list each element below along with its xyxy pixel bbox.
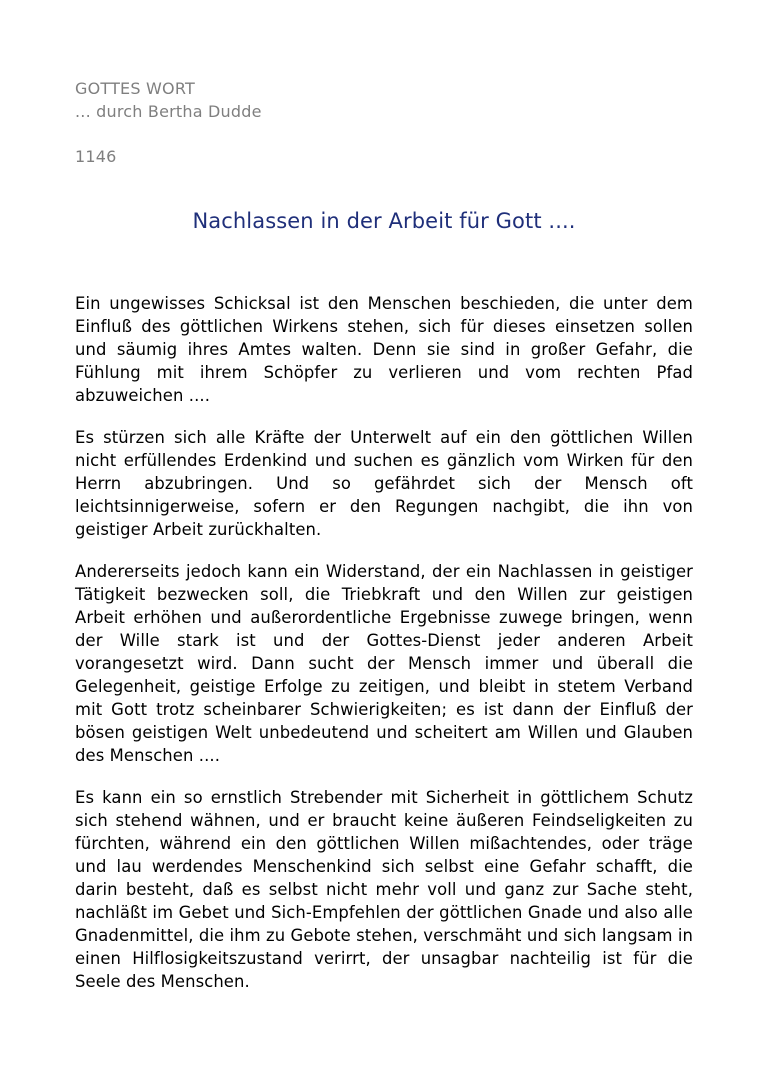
series-title: GOTTES WORT: [75, 79, 195, 98]
body-paragraph: Es kann ein so ernstlich Strebender mit Sicherheit in göttlichem Schutz sich stehend wähnen, und er braucht keine äußeren Feindseligkeiten zu fürchten, während ein den göttlichen Willen mißachtendes, oder träge und lau werdendes Menschenkind sich selbst eine Gefahr schafft, die darin besteht, daß es selbst nicht mehr voll und ganz zur Sache steht, nachläßt im Gebet und Sich-Empfehlen der göttlichen Gnade und also alle Gnadenmittel, die ihm zu Gebote stehen, verschmäht und sich langsam in einen Hilflosigkeitszustand verirrt, der unsagbar nachteilig ist für die Seele des Menschen.: [75, 788, 693, 991]
page-title: Nachlassen in der Arbeit für Gott ....: [192, 209, 576, 233]
body-paragraph: Es stürzen sich alle Kräfte der Unterwelt auf ein den göttlichen Willen nicht erfüllendes Erdenkind und suchen es gänzlich vom Wirken für den Herrn abzubringen. Und so gefährdet sich der Mensch oft leichtsinnigerweise, sofern er den Regungen nachgibt, die ihn von geistiger Arbeit zurückhalten.: [75, 428, 693, 539]
body-paragraph: Andererseits jedoch kann ein Widerstand, der ein Nachlassen in geistiger Tätigkeit bezwecken soll, die Triebkraft und den Willen zur geistigen Arbeit erhöhen und außerordentliche Ergebnisse zuwege bringen, wenn der Wille stark ist und der Gottes-Dienst jeder anderen Arbeit vorangesetzt wird. Dann sucht der Mensch immer und überall die Gelegenheit, geistige Erfolge zu zeitigen, und bleibt in stetem Verband mit Gott trotz scheinbarer Schwierigkeiten; es ist dann der Einfluß der bösen geistigen Welt unbedeutend und scheitert am Willen und Glauben des Menschen ....: [75, 562, 693, 765]
author-line: ... durch Bertha Dudde: [75, 102, 262, 121]
document-header: [75, 77, 262, 168]
message-number: 1146: [75, 147, 117, 166]
document-body: [75, 292, 693, 1012]
body-paragraph: Ein ungewisses Schicksal ist den Menschen beschieden, die unter dem Einfluß des göttlichen Wirkens stehen, sich für dieses einsetzen sollen und säumig ihres Amtes walten. Denn sie sind in großer Gefahr, die Fühlung mit ihrem Schöpfer zu verlieren und vom rechten Pfad abzuweichen ....: [75, 294, 693, 405]
